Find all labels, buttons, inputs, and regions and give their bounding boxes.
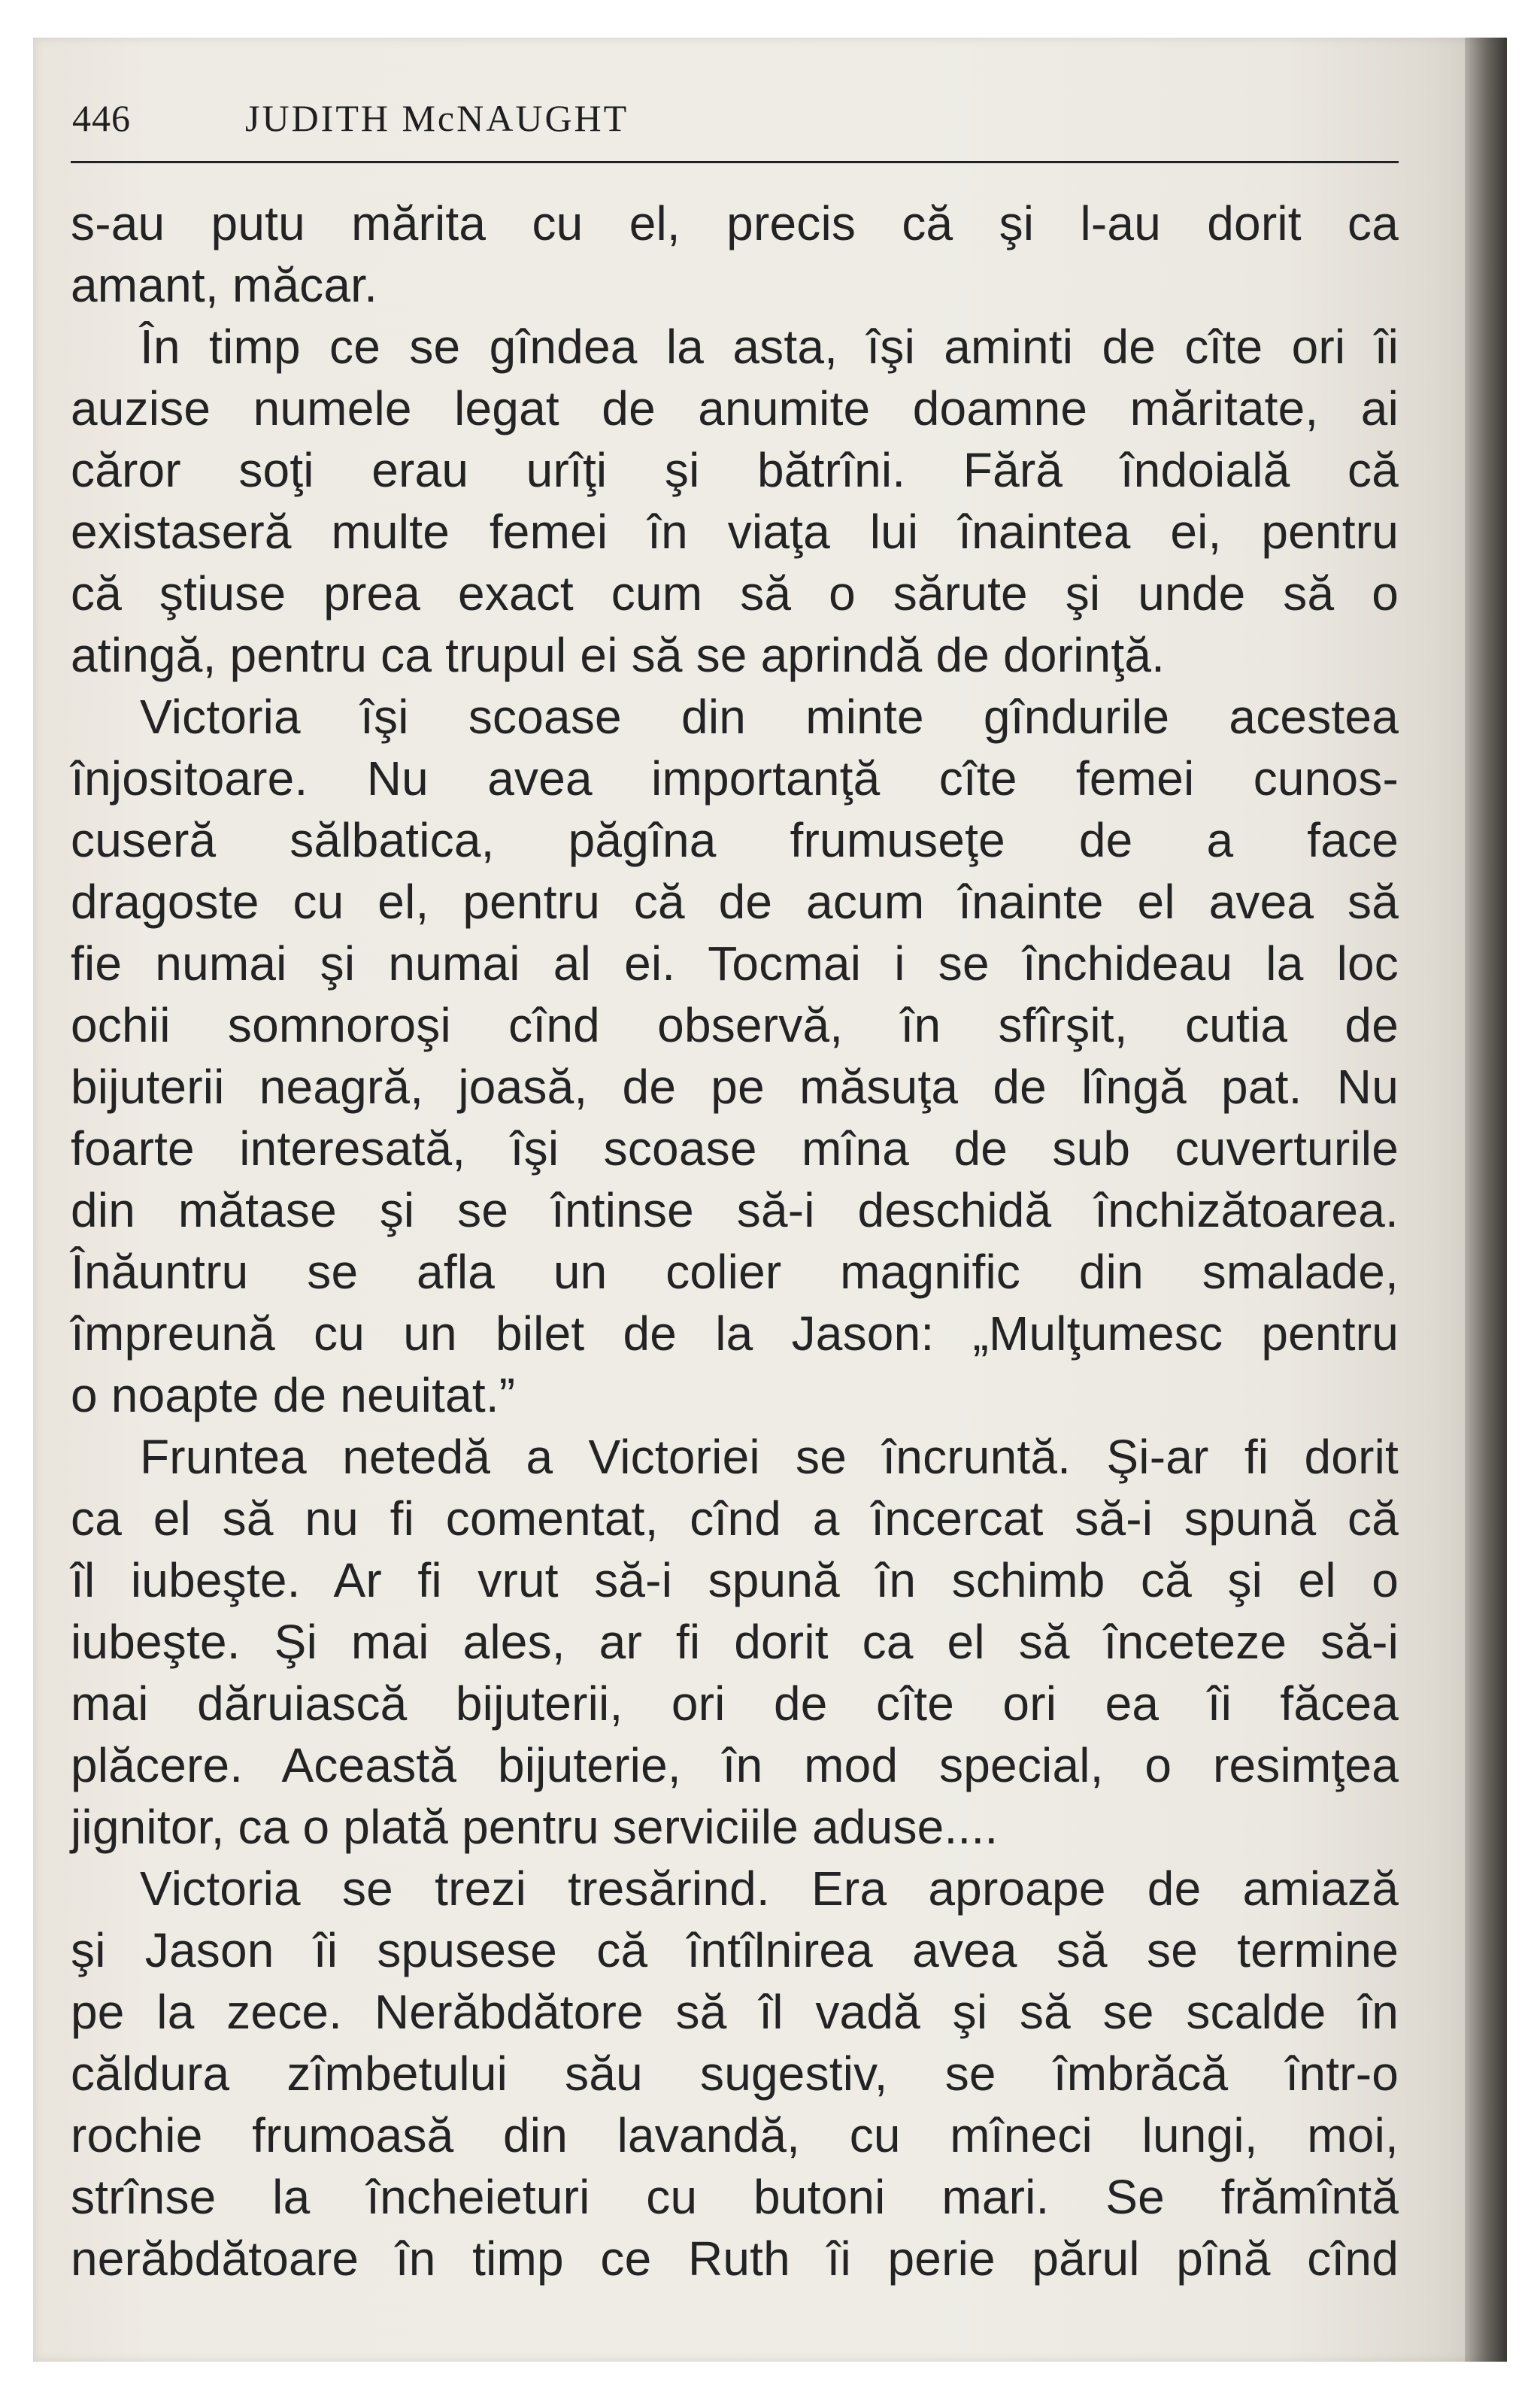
text-line: cuseră sălbatica, păgîna frumuseţe de a face	[71, 813, 1399, 867]
text-line: dragoste cu el, pentru că de acum înainte el avea să	[71, 875, 1399, 929]
text-line: căldura zîmbetului său sugestiv, se îmbrăcă într-o	[71, 2047, 1399, 2101]
text-line: nerăbdătoare în timp ce Ruth îi perie părul pînă cînd	[71, 2232, 1399, 2286]
text-line: împreună cu un bilet de la Jason: „Mulţumesc pentru	[71, 1306, 1399, 1361]
text-line: auzise numele legat de anumite doamne măritate, ai	[71, 381, 1399, 435]
text-line: mai dăruiască bijuterii, ori de cîte ori ea îi făcea	[71, 1676, 1399, 1731]
text-line: Fruntea netedă a Victoriei se încruntă. Şi-ar fi dorit	[140, 1430, 1399, 1484]
text-line: iubeşte. Şi mai ales, ar fi dorit ca el să înceteze să-i	[71, 1615, 1399, 1669]
text-line: jignitor, ca o plată pentru serviciile aduse....	[71, 1800, 999, 1854]
text-line: amant, măcar.	[71, 258, 378, 312]
text-line: foarte interesată, îşi scoase mîna de sub cuverturile	[71, 1121, 1399, 1176]
text-line: Victoria se trezi tresărind. Era aproape de amiază	[140, 1862, 1399, 1916]
text-line: bijuterii neagră, joasă, de pe măsuţa de lîngă pat. Nu	[71, 1060, 1399, 1114]
text-line: fie numai şi numai al ei. Tocmai i se închideau la loc	[71, 936, 1399, 991]
text-line: atingă, pentru ca trupul ei să se aprindă de dorinţă.	[71, 628, 1166, 682]
text-line: rochie frumoasă din lavandă, cu mîneci lungi, moi,	[71, 2108, 1399, 2162]
header-rule	[71, 161, 1399, 163]
text-line: ochii somnoroşi cînd observă, în sfîrşit, cutia de	[71, 998, 1399, 1052]
binding-shadow	[1465, 38, 1507, 2362]
text-line: îl iubeşte. Ar fi vrut să-i spună în schimb că şi el o	[71, 1553, 1399, 1607]
text-line: din mătase şi se întinse să-i deschidă închizătoarea.	[71, 1183, 1399, 1237]
page-number: 446	[72, 97, 131, 139]
text-line: căror soţi erau urîţi şi bătrîni. Fără îndoială că	[71, 443, 1399, 497]
text-line: că ştiuse prea exact cum să o sărute şi unde să o	[71, 566, 1399, 621]
body-text	[71, 193, 1399, 2289]
text-line: Victoria îşi scoase din minte gîndurile acestea	[140, 690, 1399, 744]
text-line: strînse la încheieturi cu butoni mari. Se frămîntă	[71, 2170, 1399, 2224]
text-line: s-au putu mărita cu el, precis că şi l-au dorit ca	[71, 196, 1399, 250]
text-line: o noapte de neuitat.”	[71, 1368, 516, 1422]
text-line: pe la zece. Nerăbdătore să îl vadă şi să se scalde în	[71, 1985, 1399, 2039]
text-line: ca el să nu fi comentat, cînd a încercat să-i spună că	[71, 1491, 1399, 1546]
page-header	[72, 96, 1411, 156]
text-line: plăcere. Această bijuterie, în mod special, o resimţea	[71, 1738, 1399, 1792]
text-line: În timp ce se gîndea la asta, îşi aminti de cîte ori îi	[140, 320, 1399, 374]
text-line: existaseră multe femei în viaţa lui înaintea ei, pentru	[71, 505, 1399, 559]
text-line: Înăuntru se afla un colier magnific din smalade,	[71, 1245, 1399, 1299]
running-head-author: JUDITH McNAUGHT	[245, 97, 629, 139]
text-line: înjositoare. Nu avea importanţă cîte femei cunos-	[71, 751, 1399, 806]
text-line: şi Jason îi spusese că întîlnirea avea să se termine	[71, 1923, 1399, 1977]
